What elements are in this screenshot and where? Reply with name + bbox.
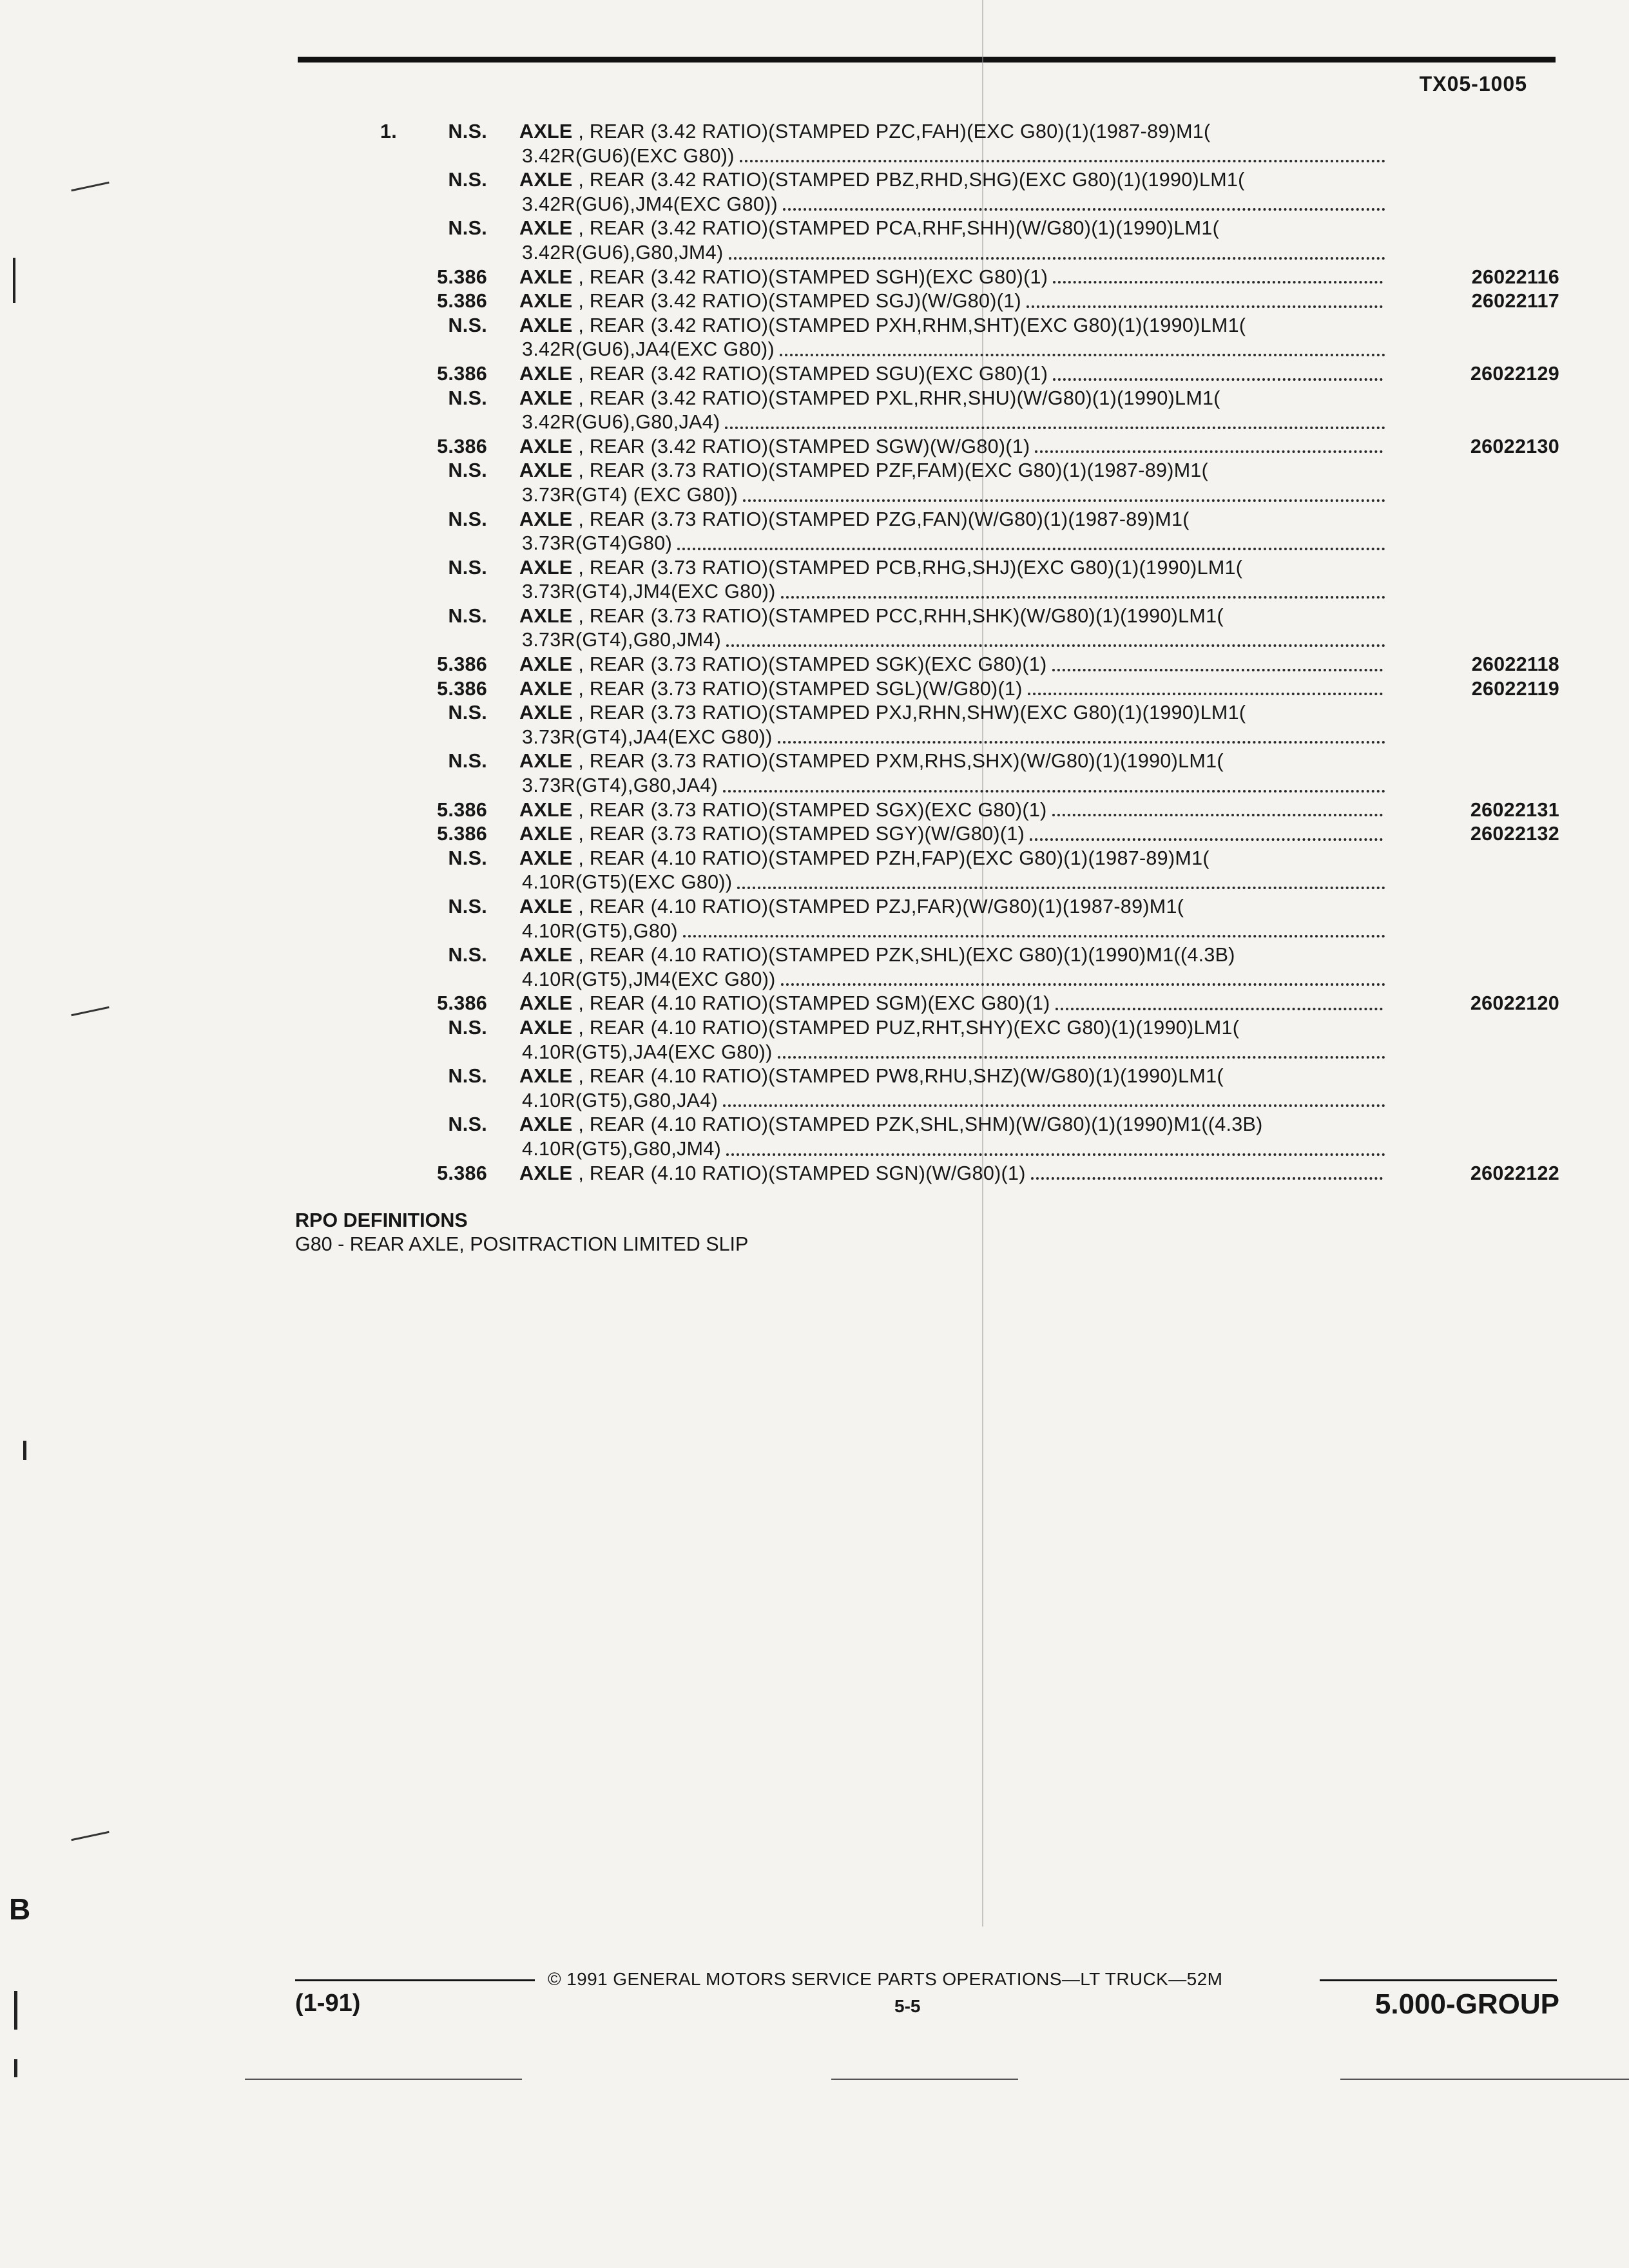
entry-line xyxy=(361,1064,1559,1089)
part-description-continued xyxy=(522,338,1385,362)
reference-code: N.S. xyxy=(448,1065,487,1088)
reference-code: N.S. xyxy=(448,459,487,482)
leader-dots xyxy=(1052,807,1383,816)
entry-line xyxy=(361,943,1559,968)
part-spec: , REAR (3.42 RATIO)(STAMPED PZC,FAH)(EXC G80)(1)(1987-89)M1( xyxy=(572,120,1211,142)
footer-rule-right xyxy=(1320,1979,1557,1981)
part-spec: , REAR (3.73 RATIO)(STAMPED SGX)(EXC G80)(1) xyxy=(572,798,1047,821)
entry-continuation-line xyxy=(361,774,1559,798)
leader-dots xyxy=(726,638,1385,647)
reference-code: 5.386 xyxy=(437,798,487,821)
part-name: AXLE xyxy=(519,823,573,845)
list-item xyxy=(361,798,1559,823)
parts-listing xyxy=(361,120,1559,1186)
list-item xyxy=(361,604,1559,653)
leader-dots xyxy=(725,420,1385,429)
part-description xyxy=(519,1016,1383,1041)
part-spec-continued: 4.10R(GT5),JA4(EXC G80)) xyxy=(522,1041,773,1063)
margin-mark xyxy=(23,1441,26,1460)
part-description-continued xyxy=(522,532,1385,556)
reference-code: 5.386 xyxy=(437,435,487,457)
part-spec: , REAR (4.10 RATIO)(STAMPED PZK,SHL)(EXC G80)(1)(1990)M1((4.3B) xyxy=(572,944,1235,966)
entry-line xyxy=(361,459,1559,483)
part-spec: , REAR (3.42 RATIO)(STAMPED SGU)(EXC G80)(1) xyxy=(572,362,1048,385)
part-name: AXLE xyxy=(519,1113,573,1136)
punch-hole-mark xyxy=(71,1831,109,1841)
part-spec-continued: 3.73R(GT4)G80) xyxy=(522,532,673,555)
punch-hole-mark xyxy=(71,1006,109,1016)
margin-letter: B xyxy=(9,1892,31,1926)
entry-line xyxy=(361,289,1559,314)
entry-continuation-line xyxy=(361,338,1559,362)
entry-continuation-line xyxy=(361,532,1559,556)
margin-mark xyxy=(13,258,15,303)
margin-mark xyxy=(14,2059,17,2077)
list-item xyxy=(361,362,1559,387)
part-description xyxy=(519,289,1383,314)
part-spec: , REAR (3.42 RATIO)(STAMPED PBZ,RHD,SHG)(EXC G80)(1)(1990)LM1( xyxy=(572,169,1245,191)
list-item xyxy=(361,895,1559,943)
leader-dots xyxy=(1030,832,1383,841)
leader-dots xyxy=(778,1050,1385,1059)
part-spec-continued: 3.42R(GU6),G80,JA4) xyxy=(522,411,720,434)
list-item xyxy=(361,749,1559,798)
reference-code: N.S. xyxy=(448,508,487,530)
entry-line xyxy=(361,387,1559,411)
part-spec: , REAR (4.10 RATIO)(STAMPED PW8,RHU,SHZ)(W/G80)(1)(1990)LM1( xyxy=(572,1065,1224,1088)
part-number: 26022130 xyxy=(1470,435,1559,457)
punch-hole-mark xyxy=(71,182,109,191)
part-name: AXLE xyxy=(519,896,573,918)
part-spec-continued: 3.42R(GU6)(EXC G80)) xyxy=(522,144,735,167)
bottom-rule-left xyxy=(245,2079,522,2080)
part-name: AXLE xyxy=(519,387,573,409)
part-description xyxy=(519,701,1383,726)
reference-code: N.S. xyxy=(448,847,487,869)
part-description xyxy=(519,1113,1383,1137)
part-description xyxy=(519,120,1383,144)
part-number: 26022131 xyxy=(1470,798,1559,821)
list-item xyxy=(361,653,1559,677)
list-item xyxy=(361,265,1559,290)
part-number: 26022132 xyxy=(1470,823,1559,845)
entry-line xyxy=(361,895,1559,919)
part-number: 26022116 xyxy=(1471,265,1559,288)
entry-continuation-line xyxy=(361,580,1559,604)
entry-continuation-line xyxy=(361,144,1559,169)
part-name: AXLE xyxy=(519,459,573,482)
leader-dots xyxy=(1052,662,1383,671)
leader-dots xyxy=(737,880,1385,889)
entry-continuation-line xyxy=(361,410,1559,435)
part-description xyxy=(519,653,1383,677)
part-spec: , REAR (3.42 RATIO)(STAMPED SGW)(W/G80)(1) xyxy=(572,435,1030,457)
part-spec: , REAR (4.10 RATIO)(STAMPED SGM)(EXC G80)(1) xyxy=(572,992,1050,1015)
reference-code: N.S. xyxy=(448,604,487,627)
part-spec: , REAR (3.73 RATIO)(STAMPED SGY)(W/G80)(1) xyxy=(572,823,1025,845)
reference-code: N.S. xyxy=(448,1113,487,1136)
reference-code: 5.386 xyxy=(437,677,487,700)
leader-dots xyxy=(1053,372,1383,381)
part-description xyxy=(519,314,1383,338)
list-item xyxy=(361,822,1559,847)
part-description xyxy=(519,749,1383,774)
part-number: 26022129 xyxy=(1470,362,1559,385)
part-description-continued xyxy=(522,628,1385,653)
reference-code: N.S. xyxy=(448,896,487,918)
entry-line xyxy=(361,677,1559,702)
part-name: AXLE xyxy=(519,290,573,312)
part-description-continued xyxy=(522,483,1385,508)
part-description xyxy=(519,459,1383,483)
part-name: AXLE xyxy=(519,702,573,724)
list-item xyxy=(361,1016,1559,1064)
part-spec: , REAR (3.42 RATIO)(STAMPED PCA,RHF,SHH)(W/G80)(1)(1990)LM1( xyxy=(572,217,1220,240)
leader-dots xyxy=(683,928,1385,937)
part-spec-continued: 4.10R(GT5),JM4(EXC G80)) xyxy=(522,968,776,990)
list-item xyxy=(361,677,1559,702)
rpo-definitions xyxy=(295,1209,748,1256)
part-spec: , REAR (4.10 RATIO)(STAMPED SGN)(W/G80)(1) xyxy=(572,1162,1026,1184)
part-name: AXLE xyxy=(519,992,573,1015)
entry-line xyxy=(361,798,1559,823)
part-number: 26022118 xyxy=(1471,653,1559,676)
entry-line xyxy=(361,314,1559,338)
top-rule xyxy=(298,57,1556,62)
part-number: 26022120 xyxy=(1470,992,1559,1015)
part-name: AXLE xyxy=(519,362,573,385)
entry-line xyxy=(361,847,1559,871)
list-item xyxy=(361,289,1559,314)
part-description-continued xyxy=(522,1041,1385,1065)
entry-line xyxy=(361,1162,1559,1186)
part-spec-continued: 3.73R(GT4),G80,JA4) xyxy=(522,774,718,797)
entry-line xyxy=(361,749,1559,774)
document-code: TX05-1005 xyxy=(1419,72,1527,95)
list-item xyxy=(361,216,1559,265)
part-name: AXLE xyxy=(519,1016,573,1039)
part-description xyxy=(519,1162,1383,1186)
part-name: AXLE xyxy=(519,508,573,530)
entry-continuation-line xyxy=(361,241,1559,265)
part-number: 26022119 xyxy=(1471,677,1559,700)
part-name: AXLE xyxy=(519,750,573,773)
part-name: AXLE xyxy=(519,314,573,336)
list-item xyxy=(361,943,1559,992)
part-name: AXLE xyxy=(519,169,573,191)
entry-continuation-line xyxy=(361,1137,1559,1162)
part-spec: , REAR (3.73 RATIO)(STAMPED PXJ,RHN,SHW)(EXC G80)(1)(1990)LM1( xyxy=(572,702,1246,724)
part-spec-continued: 4.10R(GT5)(EXC G80)) xyxy=(522,871,733,894)
list-item xyxy=(361,387,1559,435)
reference-code: 5.386 xyxy=(437,290,487,312)
list-item xyxy=(361,459,1559,507)
leader-dots xyxy=(1053,274,1383,284)
reference-code: 5.386 xyxy=(437,992,487,1015)
entry-line xyxy=(361,168,1559,193)
copyright-notice: © 1991 GENERAL MOTORS SERVICE PARTS OPERATIONS—LT TRUCK—52M xyxy=(548,1969,1223,1989)
part-name: AXLE xyxy=(519,798,573,821)
part-description-continued xyxy=(522,144,1385,169)
leader-dots xyxy=(1031,1171,1383,1180)
part-description xyxy=(519,943,1383,968)
entry-continuation-line xyxy=(361,870,1559,895)
reference-code: 5.386 xyxy=(437,1162,487,1184)
item-number: 1. xyxy=(380,120,398,142)
page-number: 5-5 xyxy=(894,1996,921,2016)
part-description xyxy=(519,1064,1383,1089)
leader-dots xyxy=(743,493,1385,502)
reference-code: 5.386 xyxy=(437,653,487,676)
part-description xyxy=(519,216,1383,241)
list-item xyxy=(361,1064,1559,1113)
part-description-continued xyxy=(522,968,1385,992)
part-spec: , REAR (3.73 RATIO)(STAMPED PXM,RHS,SHX)(W/G80)(1)(1990)LM1( xyxy=(572,750,1224,773)
entry-continuation-line xyxy=(361,483,1559,508)
part-name: AXLE xyxy=(519,847,573,869)
list-item xyxy=(361,168,1559,216)
part-description xyxy=(519,992,1383,1016)
part-description xyxy=(519,847,1383,871)
entry-line xyxy=(361,1016,1559,1041)
entry-line xyxy=(361,604,1559,629)
entry-line xyxy=(361,701,1559,726)
entry-line xyxy=(361,362,1559,387)
part-spec: , REAR (3.42 RATIO)(STAMPED PXL,RHR,SHU)(W/G80)(1)(1990)LM1( xyxy=(572,387,1220,409)
leader-dots xyxy=(781,590,1385,599)
part-spec-continued: 3.42R(GU6),JA4(EXC G80)) xyxy=(522,338,775,361)
entry-line xyxy=(361,216,1559,241)
part-spec-continued: 4.10R(GT5),G80) xyxy=(522,919,678,942)
reference-code: 5.386 xyxy=(437,362,487,385)
part-spec: , REAR (3.73 RATIO)(STAMPED PCB,RHG,SHJ)(EXC G80)(1)(1990)LM1( xyxy=(572,556,1243,579)
leader-dots xyxy=(1027,299,1383,308)
part-spec-continued: 3.73R(GT4),JA4(EXC G80)) xyxy=(522,726,773,748)
part-spec: , REAR (3.42 RATIO)(STAMPED SGH)(EXC G80)(1) xyxy=(572,265,1048,288)
part-description xyxy=(519,387,1383,411)
reference-code: 5.386 xyxy=(437,265,487,288)
entry-line xyxy=(361,653,1559,677)
list-item xyxy=(361,314,1559,362)
reference-code: N.S. xyxy=(448,120,487,142)
part-spec: , REAR (4.10 RATIO)(STAMPED PZK,SHL,SHM)(W/G80)(1)(1990)M1((4.3B) xyxy=(572,1113,1263,1136)
entry-line xyxy=(361,822,1559,847)
entry-continuation-line xyxy=(361,1041,1559,1065)
part-description-continued xyxy=(522,1137,1385,1162)
reference-code: 5.386 xyxy=(437,823,487,845)
entry-continuation-line xyxy=(361,919,1559,944)
part-spec-continued: 3.73R(GT4),JM4(EXC G80)) xyxy=(522,581,776,603)
part-spec: , REAR (3.73 RATIO)(STAMPED PZG,FAN)(W/G80)(1)(1987-89)M1( xyxy=(572,508,1190,530)
part-spec: , REAR (3.73 RATIO)(STAMPED PCC,RHH,SHK)(W/G80)(1)(1990)LM1( xyxy=(572,604,1224,627)
part-description xyxy=(519,265,1383,290)
leader-dots xyxy=(1028,686,1383,695)
list-item xyxy=(361,1113,1559,1161)
leader-dots xyxy=(729,251,1386,260)
part-spec-continued: 3.42R(GU6),JM4(EXC G80)) xyxy=(522,193,778,215)
part-description xyxy=(519,895,1383,919)
leader-dots xyxy=(723,783,1385,793)
part-description xyxy=(519,435,1383,459)
leader-dots xyxy=(1055,1001,1383,1010)
list-item xyxy=(361,847,1559,895)
entry-line xyxy=(361,265,1559,290)
part-description-continued xyxy=(522,774,1385,798)
leader-dots xyxy=(781,977,1385,986)
entry-line xyxy=(361,120,1559,144)
part-spec: , REAR (4.10 RATIO)(STAMPED PUZ,RHT,SHY)(EXC G80)(1)(1990)LM1( xyxy=(572,1016,1240,1039)
entry-continuation-line xyxy=(361,726,1559,750)
part-name: AXLE xyxy=(519,217,573,240)
leader-dots xyxy=(778,735,1385,744)
entry-continuation-line xyxy=(361,968,1559,992)
leader-dots xyxy=(677,541,1385,550)
leader-dots xyxy=(726,1147,1385,1156)
entry-line xyxy=(361,556,1559,581)
entry-line xyxy=(361,992,1559,1016)
list-item xyxy=(361,992,1559,1016)
part-spec: , REAR (3.73 RATIO)(STAMPED SGK)(EXC G80)(1) xyxy=(572,653,1047,676)
part-spec: , REAR (3.73 RATIO)(STAMPED PZF,FAM)(EXC G80)(1)(1987-89)M1( xyxy=(572,459,1209,482)
part-spec: , REAR (3.73 RATIO)(STAMPED SGL)(W/G80)(1) xyxy=(572,677,1023,700)
part-description xyxy=(519,822,1383,847)
group-number: 5.000-GROUP xyxy=(1374,1988,1559,2020)
part-name: AXLE xyxy=(519,653,573,676)
reference-code: N.S. xyxy=(448,314,487,336)
part-description-continued xyxy=(522,580,1385,604)
list-item xyxy=(361,701,1559,749)
part-description-continued xyxy=(522,193,1385,217)
reference-code: N.S. xyxy=(448,217,487,240)
reference-code: N.S. xyxy=(448,1016,487,1039)
part-spec-continued: 3.73R(GT4) (EXC G80)) xyxy=(522,483,738,506)
part-name: AXLE xyxy=(519,604,573,627)
part-spec: , REAR (3.42 RATIO)(STAMPED PXH,RHM,SHT)(EXC G80)(1)(1990)LM1( xyxy=(572,314,1246,336)
part-name: AXLE xyxy=(519,435,573,457)
part-spec-continued: 3.73R(GT4),G80,JM4) xyxy=(522,629,722,651)
leader-dots xyxy=(740,153,1385,162)
part-spec-continued: 4.10R(GT5),G80,JM4) xyxy=(522,1137,722,1160)
leader-dots xyxy=(1035,444,1383,453)
part-description-continued xyxy=(522,919,1385,944)
part-description-continued xyxy=(522,870,1385,895)
part-name: AXLE xyxy=(519,677,573,700)
part-description-continued xyxy=(522,1089,1385,1113)
entry-continuation-line xyxy=(361,193,1559,217)
part-description-continued xyxy=(522,726,1385,750)
part-description xyxy=(519,677,1383,702)
part-name: AXLE xyxy=(519,556,573,579)
part-number: 26022117 xyxy=(1471,290,1559,312)
part-description xyxy=(519,604,1383,629)
reference-code: N.S. xyxy=(448,556,487,579)
list-item xyxy=(361,1162,1559,1186)
part-description xyxy=(519,362,1383,387)
part-name: AXLE xyxy=(519,1065,573,1088)
list-item xyxy=(361,556,1559,604)
part-description-continued xyxy=(522,410,1385,435)
entry-line xyxy=(361,1113,1559,1137)
entry-continuation-line xyxy=(361,1089,1559,1113)
date-code: (1-91) xyxy=(295,1990,361,2017)
part-name: AXLE xyxy=(519,1162,573,1184)
reference-code: N.S. xyxy=(448,387,487,409)
reference-code: N.S. xyxy=(448,944,487,966)
part-spec: , REAR (4.10 RATIO)(STAMPED PZJ,FAR)(W/G80)(1)(1987-89)M1( xyxy=(572,896,1184,918)
leader-dots xyxy=(780,347,1385,356)
footer-rule-left xyxy=(295,1979,535,1981)
part-description-continued xyxy=(522,241,1385,265)
part-spec-continued: 4.10R(GT5),G80,JA4) xyxy=(522,1089,718,1111)
part-spec: , REAR (3.42 RATIO)(STAMPED SGJ)(W/G80)(1) xyxy=(572,290,1021,312)
margin-mark xyxy=(14,1991,17,2030)
bottom-rule-right xyxy=(1340,2079,1629,2080)
part-description xyxy=(519,508,1383,532)
list-item xyxy=(361,435,1559,459)
part-description xyxy=(519,556,1383,581)
part-number: 26022122 xyxy=(1470,1162,1559,1184)
list-item xyxy=(361,508,1559,556)
part-name: AXLE xyxy=(519,265,573,288)
part-name: AXLE xyxy=(519,120,573,142)
part-name: AXLE xyxy=(519,944,573,966)
part-description xyxy=(519,168,1383,193)
leader-dots xyxy=(783,202,1385,211)
bottom-rule-center xyxy=(831,2079,1018,2080)
entry-line xyxy=(361,435,1559,459)
part-spec-continued: 3.42R(GU6),G80,JM4) xyxy=(522,241,724,264)
list-item xyxy=(361,120,1559,168)
entry-continuation-line xyxy=(361,628,1559,653)
part-spec: , REAR (4.10 RATIO)(STAMPED PZH,FAP)(EXC G80)(1)(1987-89)M1( xyxy=(572,847,1210,869)
reference-code: N.S. xyxy=(448,750,487,773)
leader-dots xyxy=(723,1098,1385,1107)
reference-code: N.S. xyxy=(448,702,487,724)
rpo-definition: G80 - REAR AXLE, POSITRACTION LIMITED SLIP xyxy=(295,1233,749,1255)
rpo-title: RPO DEFINITIONS xyxy=(295,1209,468,1231)
reference-code: N.S. xyxy=(448,169,487,191)
entry-line xyxy=(361,508,1559,532)
part-description xyxy=(519,798,1383,823)
